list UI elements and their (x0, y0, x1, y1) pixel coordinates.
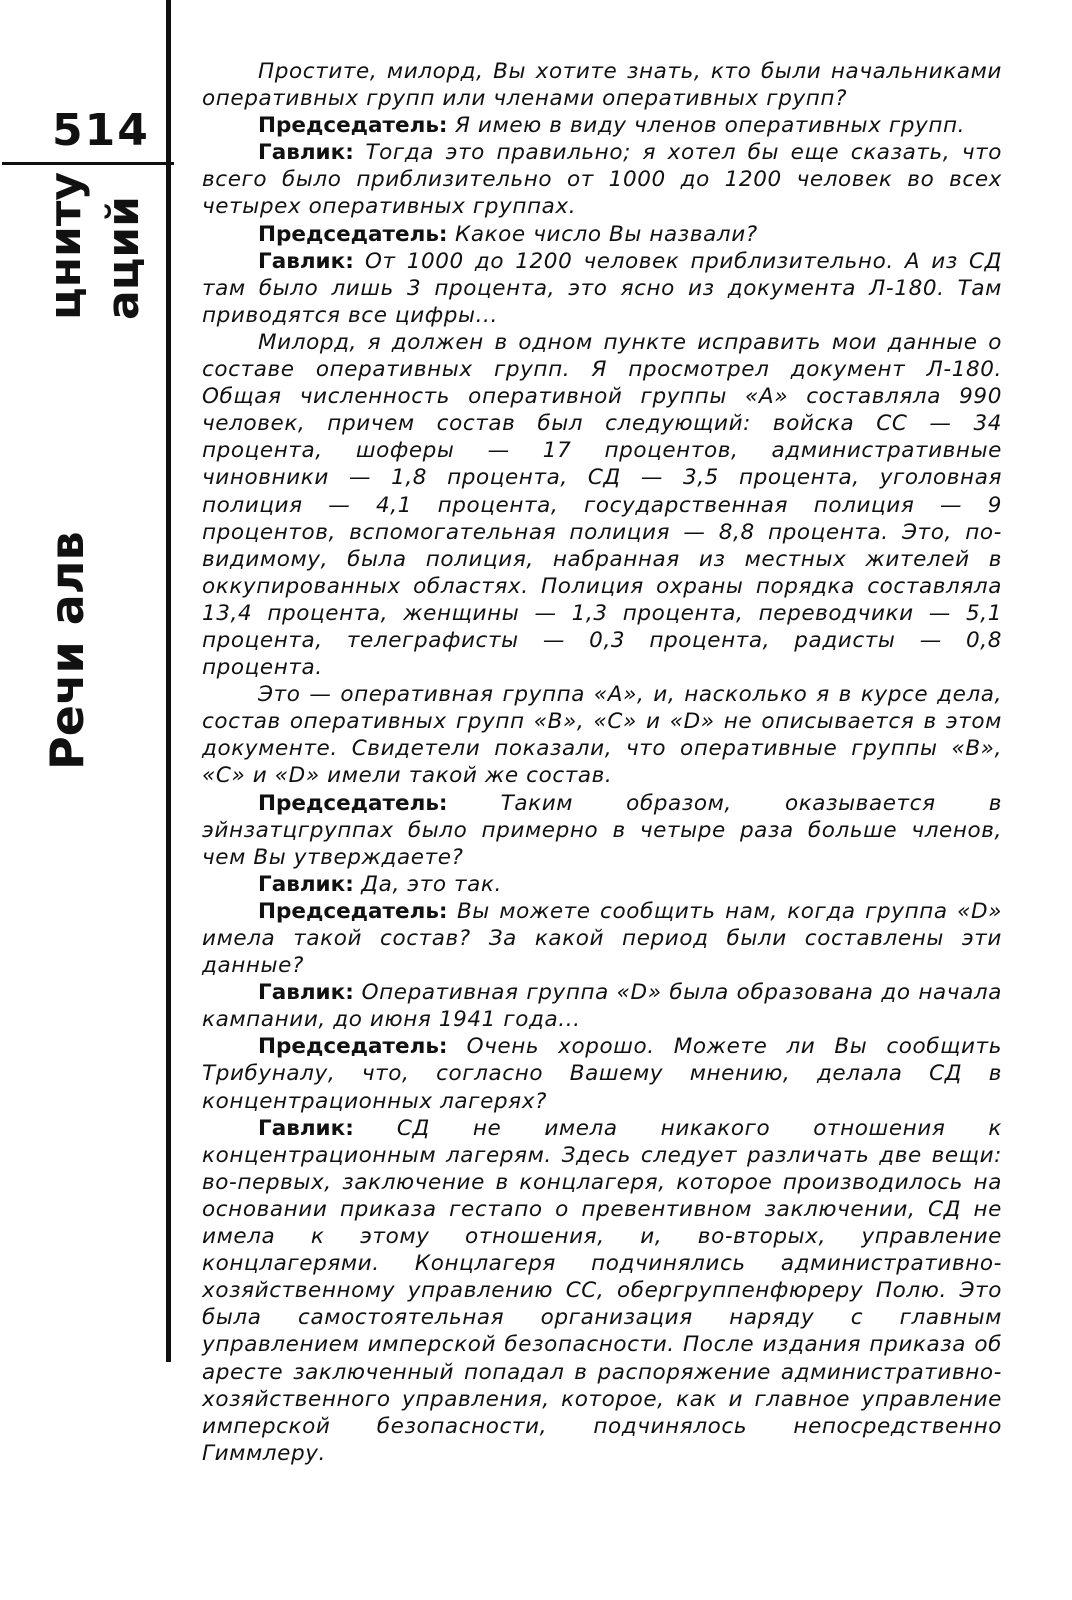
paragraph-text: Вы можете сообщить нам, когда группа «D» имела такой состав? За какой период были составлены эти данные? (202, 898, 1002, 979)
paragraph-text: Какое число Вы назвали? (454, 221, 758, 247)
paragraph-text: Да, это так. (361, 871, 502, 897)
paragraph (202, 1033, 1002, 1114)
speaker-label: Гавлик: (258, 140, 354, 166)
speaker-label: Председатель: (258, 1034, 448, 1060)
running-title-fragment-3: Речи алв (40, 531, 94, 770)
paragraph-text: Таким образом, оказывается в эйнзатцгруппах было примерно в четыре раза больше членов, чем Вы утверждаете? (202, 790, 1002, 870)
paragraph (202, 898, 1002, 979)
paragraph-text: Это — оперативная группа «А», и, насколько я в курсе дела, состав оперативных групп «В», «С» и «D» не описывается в этом документе. Свидетели показали, что оперативные группы «В», «С» и «D» имели такой же состав. (202, 682, 1002, 789)
paragraph-text: Милорд, я должен в одном пункте исправить мои данные о составе оперативных групп. Я просмотрел документ Л-180. Общая численность оперативной группы «А» составляла 990 человек, причем состав был следующий: войска СС — 34 процента, шоферы — 17 процентов, административные чиновники — 1,8 процента, СД — 3,5 процента, уголовная полиция — 4,1 процента, государственная полиция — 9 процентов, вспомогательная полиция — 8,8 процента. Это, по-видимому, была полиция, набранная из местных жителей в оккупированных областях. Полиция охраны порядка составляла 13,4 процента, женщины — 1,3 процента, переводчики — 5,1 процента, телеграфисты — 0,3 процента, радисты — 0,8 процента. (202, 329, 1002, 681)
paragraph-text: Тогда это правильно; я хотел бы еще сказать, что всего было приблизительно от 1000 до 1200 человек во всех четырех оперативных группах. (202, 140, 1002, 220)
paragraph (202, 58, 1002, 112)
paragraph (202, 681, 1002, 789)
paragraph-text: Оперативная группа «D» была образована до начала кампании, до июня 1941 года... (202, 980, 1002, 1033)
paragraph (202, 1115, 1002, 1467)
paragraph (202, 248, 1002, 329)
paragraph-text: Я имею в виду членов оперативных групп. (454, 113, 966, 139)
speaker-label: Председатель: (258, 898, 448, 924)
paragraph (202, 790, 1002, 871)
speaker-label: Гавлик: (258, 248, 354, 274)
transcript-body (202, 58, 1002, 1467)
speaker-label: Председатель: (258, 790, 448, 816)
paragraph (202, 979, 1002, 1033)
speaker-label: Председатель: (258, 221, 448, 247)
page-margin (0, 0, 172, 1600)
paragraph-text: Очень хорошо. Можете ли Вы сообщить Трибуналу, что, согласно Вашему мнению, делала СД в концентрационных лагерях? (202, 1034, 1002, 1114)
margin-vertical-rule (166, 0, 171, 1362)
paragraph-text: От 1000 до 1200 человек приблизительно. А из СД там было лишь 3 процента, это ясно из документа Л-180. Там приводятся все цифры... (202, 248, 1002, 328)
page-number: 514 (52, 105, 150, 156)
paragraph-text: СД не имела никакого отношения к концентрационным лагерям. Здесь следует различать две вещи: во-первых, заключение в концлагеря, которое производилось на основании приказа гестапо о превентивном заключении, СД не имела к этому отношения, и, во-вторых, управление концлагерями. Концлагеря подчинялись административно-хозяйственному управлению СС, обергруппенфюреру Полю. Это была самостоятельная организация наряду с главным управлением имперской безопасности. После издания приказа об аресте заключенный попадал в распоряжение административно-хозяйственного управления, которое, как и главное управление имперской безопасности, подчинялось непосредственно Гиммлеру. (202, 1115, 1003, 1466)
speaker-label: Гавлик: (258, 871, 354, 897)
paragraph (202, 329, 1002, 681)
paragraph-text: Простите, милорд, Вы хотите знать, кто были начальниками оперативных групп или членами оперативных групп? (202, 59, 1002, 112)
paragraph (202, 112, 1002, 139)
page-number-rule (2, 162, 174, 165)
running-title-fragment-1: цниту (40, 171, 91, 320)
paragraph (202, 221, 1002, 248)
paragraph (202, 139, 1002, 220)
speaker-label: Гавлик: (258, 1115, 354, 1141)
speaker-label: Гавлик: (258, 980, 354, 1006)
paragraph (202, 871, 1002, 898)
running-title-fragment-2: аций (98, 196, 149, 320)
speaker-label: Председатель: (258, 113, 448, 139)
